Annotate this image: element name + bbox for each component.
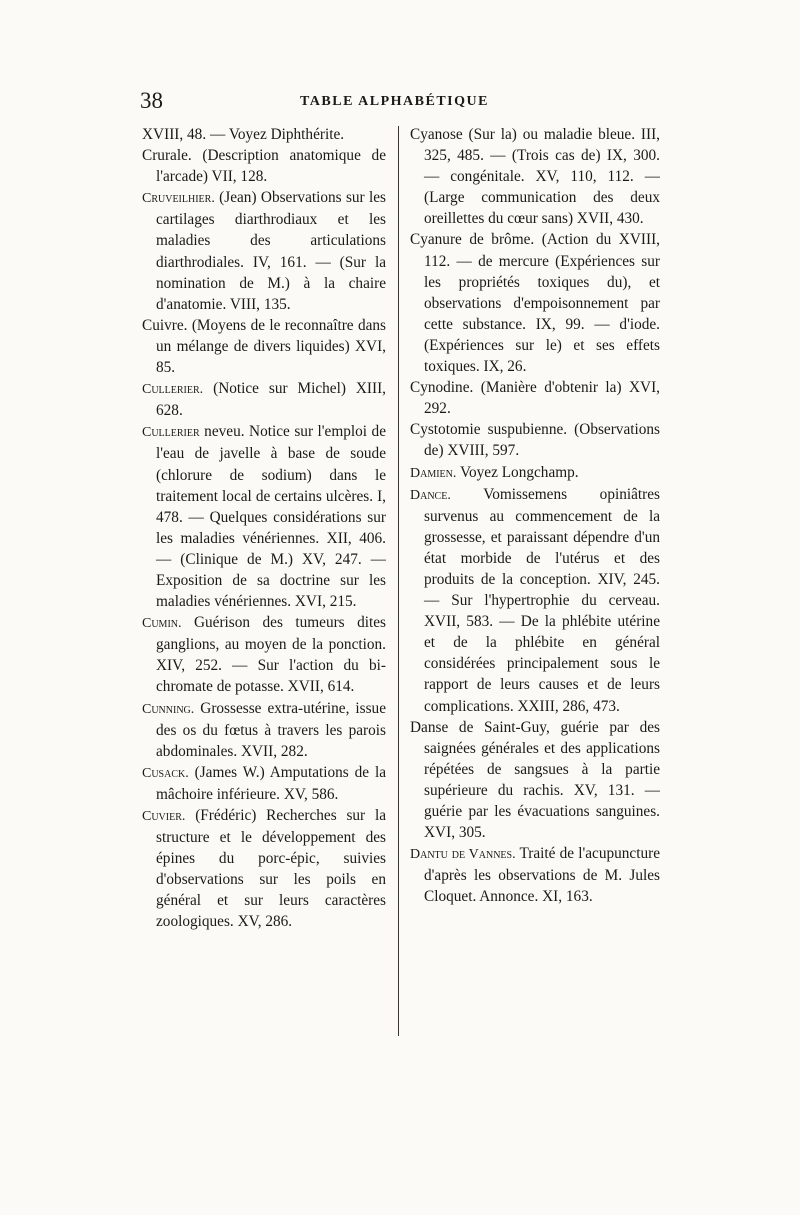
entry-text: XVIII, 48. — Voyez Diphthérite.: [142, 126, 345, 143]
entry-text: Danse de Saint-Guy, guérie par des saignées générales et des applications répétées de sangsues à la partie supérieure du rachis. XV, 131. — guérie par les évacuations sanguines. XVI, 305.: [410, 718, 660, 842]
column-divider: [398, 126, 399, 1036]
entry-text: Cystotomie suspubienne. (Observations de) XVIII, 597.: [410, 421, 660, 460]
index-entry: [410, 124, 660, 229]
index-entry: [410, 484, 660, 717]
entry-text: Traité de l'acupuncture d'après les observations de M. Jules Cloquet. Annonce. XI, 163.: [424, 845, 660, 906]
entry-heading: Cuvier.: [142, 809, 186, 824]
index-entry: [142, 145, 386, 187]
entry-text: Cuivre. (Moyens de le reconnaître dans un mélange de divers liquides) XVI, 85.: [142, 316, 386, 377]
entry-heading: Dantu de Vannes.: [410, 847, 516, 863]
entry-text: (Jean) Observations sur les cartilages diarthrodiaux et les maladies des articulations diarthrodiales. IV, 161. — (Sur la nomination de M.) à la chaire d'anatomie. VIII, 135.: [156, 189, 386, 313]
index-entry: [410, 419, 660, 461]
entry-text: Guérison des tumeurs dites ganglions, au moyen de la ponction. XIV, 252. — Sur l'action du bi-chromate de potasse. XVII, 614.: [156, 614, 386, 696]
index-entry: [410, 229, 660, 377]
index-entry: [142, 124, 386, 145]
right-column: [410, 124, 660, 1054]
entry-heading: Damien.: [410, 465, 457, 481]
index-entry: [142, 698, 386, 762]
entry-text: Voyez Longchamp.: [456, 463, 579, 481]
index-entry: [142, 612, 386, 697]
entry-text: Cynodine. (Manière d'obtenir la) XVI, 292.: [410, 379, 660, 418]
entry-heading: Cumin.: [142, 616, 182, 632]
entry-text: neveu. Notice sur l'emploi de l'eau de javelle à base de soude (chlorure de sodium) dans le traitement local de certains ulcères. I, 478. — Quelques considérations sur les maladies vénériennes. XII, 406. — (Clinique de M.) XV, 247. — Exposition de sa doctrine sur les maladies vénériennes. XVI, 215.: [156, 423, 386, 611]
running-title: TABLE ALPHABÉTIQUE: [300, 94, 489, 109]
index-entry: [410, 843, 660, 907]
left-column: [142, 124, 386, 1054]
entry-heading: Cunning.: [142, 701, 195, 717]
page-number: 38: [140, 88, 163, 113]
entry-text: (Notice sur Michel) XIII, 628.: [156, 380, 386, 420]
index-entry: [142, 762, 386, 805]
entry-text: Cyanure de brôme. (Action du XVIII, 112. — de mercure (Expériences sur les propriétés toxiques du), et observations d'empoisonnement par cette substance. IX, 99. — d'iode. (Expériences sur le) et ses effets toxiques. IX, 26.: [410, 231, 660, 376]
entry-text: Grossesse extra-utérine, issue des os du fœtus à travers les parois abdominales. XVII, 282.: [156, 699, 386, 760]
index-entry: [410, 717, 660, 844]
page-header: [140, 90, 660, 120]
entry-heading: Cusack.: [142, 765, 189, 781]
entry-text: (Frédéric) Recherches sur la structure et le développement des épines du porc-épic, suivies d'observations sur les poils en général et sur leurs caractères zoologiques. XV, 286.: [156, 807, 386, 931]
entry-heading: Dance.: [410, 487, 451, 503]
index-entry: [142, 805, 386, 933]
index-entry: [142, 315, 386, 378]
entry-text: Vomissemens opiniâtres survenus au commencement de la grossesse, et paraissant dépendre d'un état morbide de l'utérus et des produits de la conception. XIV, 245. — Sur l'hypertrophie du cerveau. XVII, 583. — De la phlébite utérine et de la phlébite en général considérées principalement sous le rapport de leurs causes et de leurs complications. XXIII, 286, 473.: [424, 485, 660, 715]
entry-text: Cyanose (Sur la) ou maladie bleue. III, 325, 485. — (Trois cas de) IX, 300. — congénitale. XV, 110, 112. — (Large communication des deux oreillettes du cœur sans) XVII, 430.: [410, 126, 660, 228]
index-entry: [410, 462, 660, 484]
index-entry: [142, 187, 386, 315]
index-entry: [142, 378, 386, 421]
index-entry: [142, 421, 386, 612]
entry-text: (James W.) Amputations de la mâchoire inférieure. XV, 586.: [156, 763, 386, 803]
entry-text: Crurale. (Description anatomique de l'arcade) VII, 128.: [142, 147, 386, 186]
index-entry: [410, 377, 660, 419]
entry-heading: Cullerier.: [142, 382, 204, 398]
entry-heading: Cruveilhier.: [142, 191, 215, 207]
entry-heading: Cullerier: [142, 425, 200, 441]
